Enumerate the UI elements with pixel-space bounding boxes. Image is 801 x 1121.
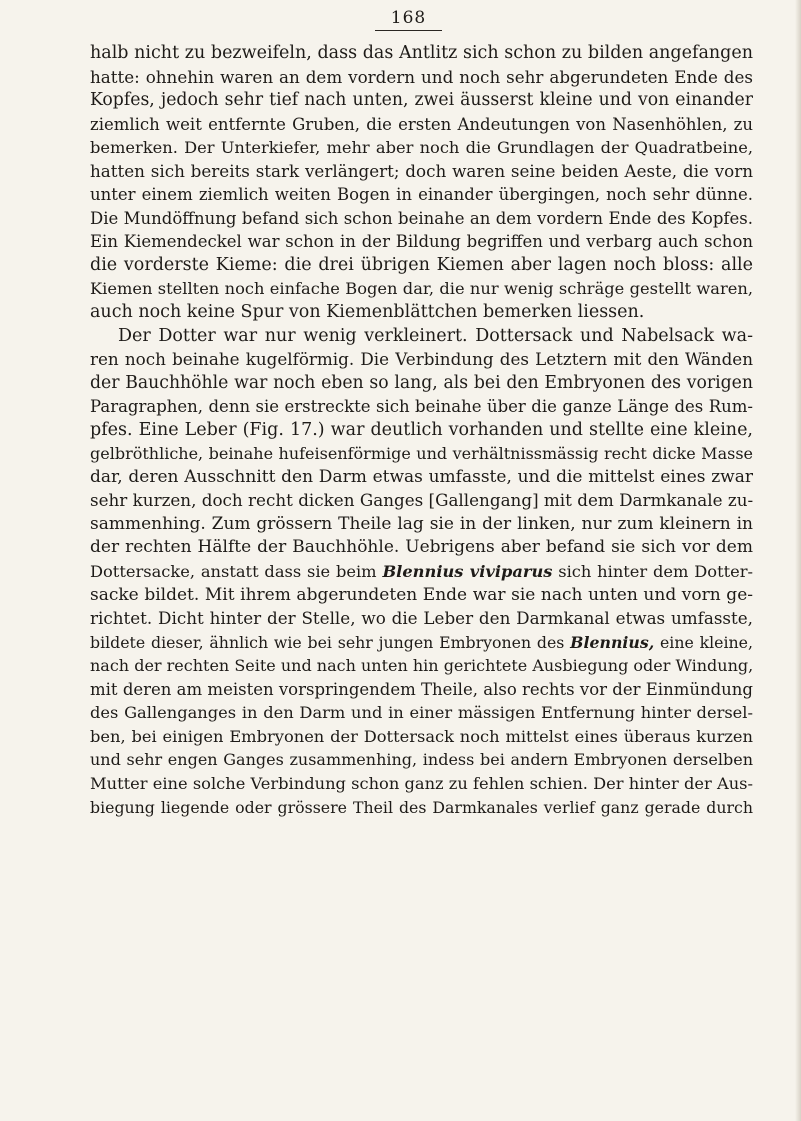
- text-line-mixed: [90, 631, 753, 655]
- text-line: dar, deren Ausschnitt den Darm etwas umfasste, und die mittelst eines zwar: [90, 466, 753, 487]
- text-line: richtet. Dicht hinter der Stelle, wo die Leber den Darmkanal etwas umfasste,: [90, 608, 753, 629]
- text-line: halb nicht zu bezweifeln, dass das Antlitz sich schon zu bilden angefangen: [90, 43, 753, 63]
- text-line: hatten sich bereits stark verlängert; doch waren seine beiden Aeste, die vorn: [90, 160, 753, 181]
- text-line-tail: eine kleine,: [659, 632, 753, 652]
- text-line: auch noch keine Spur von Kiemenblättchen bemerken liessen.: [90, 302, 645, 323]
- text-line: ben, bei einigen Embryonen der Dottersack noch mittelst eines überaus kurzen: [90, 726, 753, 746]
- text-line: und sehr engen Ganges zusammenhing, indess bei andern Embryonen derselben: [90, 750, 753, 770]
- text-line-mixed: [90, 560, 753, 584]
- text-line: sacke bildet. Mit ihrem abgerundeten Ende war sie nach unten und vorn ge-: [90, 584, 753, 605]
- text-line: Kiemen stellten noch einfache Bogen dar, die nur wenig schräge gestellt waren,: [90, 279, 753, 299]
- page-number: [0, 8, 801, 31]
- species-name: Blennius,: [570, 632, 655, 652]
- text-line: der rechten Hälfte der Bauchhöhle. Uebrigens aber befand sie sich vor dem: [90, 537, 753, 558]
- text-line: sammenhing. Zum grössern Theile lag sie in der linken, nur zum kleinern in: [90, 513, 753, 534]
- text-line: des Gallenganges in den Darm und in einer mässigen Entfernung hinter dersel-: [90, 703, 753, 723]
- text-line: Paragraphen, denn sie erstreckte sich beinahe über die ganze Länge des Rum-: [90, 397, 753, 417]
- species-name: Blennius viviparus: [382, 562, 553, 582]
- text-line: die vorderste Kieme: die drei übrigen Kiemen aber lagen noch bloss: alle: [90, 254, 753, 275]
- text-line-head: bildete dieser, ähnlich wie bei sehr jungen Embryonen des: [90, 632, 565, 652]
- text-line: gelbröthliche, beinahe hufeisenförmige und verhältnissmässig recht dicke Masse: [90, 444, 753, 464]
- text-line: der Bauchhöhle war noch eben so lang, als bei den Embryonen des vorigen: [90, 372, 753, 393]
- text-line: ziemlich weit entfernte Gruben, die ersten Andeutungen von Nasenhöhlen, zu: [90, 114, 753, 134]
- text-line: Ein Kiemendeckel war schon in der Bildung begriffen und verbarg auch schon: [90, 232, 753, 252]
- text-line: Die Mundöffnung befand sich schon beinahe an dem vordern Ende des Kopfes.: [90, 208, 753, 228]
- text-line: hatte: ohnehin waren an dem vordern und noch sehr abgerundeten Ende des: [90, 66, 753, 87]
- text-line: bemerken. Der Unterkiefer, mehr aber noch die Grundlagen der Quadratbeine,: [90, 138, 753, 158]
- text-line-tail: sich hinter dem Dotter-: [558, 562, 754, 582]
- text-line: Kopfes, jedoch sehr tief nach unten, zwei äusserst kleine und von einander: [90, 90, 753, 111]
- text-line: pfes. Eine Leber (Fig. 17.) war deutlich vorhanden und stellte eine kleine,: [90, 419, 753, 440]
- text-line: ren noch beinahe kugelförmig. Die Verbindung des Letztern mit den Wänden: [90, 349, 753, 370]
- text-line: unter einem ziemlich weiten Bogen in einander übergingen, noch sehr dünne.: [90, 185, 753, 205]
- page-edge-shadow: [795, 0, 801, 1121]
- text-line: Mutter eine solche Verbindung schon ganz zu fehlen schien. Der hinter der Aus-: [90, 773, 753, 793]
- text-line: Der Dotter war nur wenig verkleinert. Dottersack und Nabelsack wa-: [118, 325, 753, 346]
- text-line-head: Dottersacke, anstatt dass sie beim: [90, 562, 377, 582]
- text-line: biegung liegende oder grössere Theil des Darmkanales verlief ganz gerade durch: [90, 797, 753, 817]
- page-number-value: 168: [375, 8, 442, 31]
- text-line: sehr kurzen, doch recht dicken Ganges [Gallengang] mit dem Darmkanale zu-: [90, 490, 754, 511]
- text-line: nach der rechten Seite und nach unten hin gerichtete Ausbiegung oder Windung,: [90, 656, 754, 676]
- text-line: mit deren am meisten vorspringendem Theile, also rechts vor der Einmündung: [90, 679, 753, 699]
- body-text: [90, 42, 753, 819]
